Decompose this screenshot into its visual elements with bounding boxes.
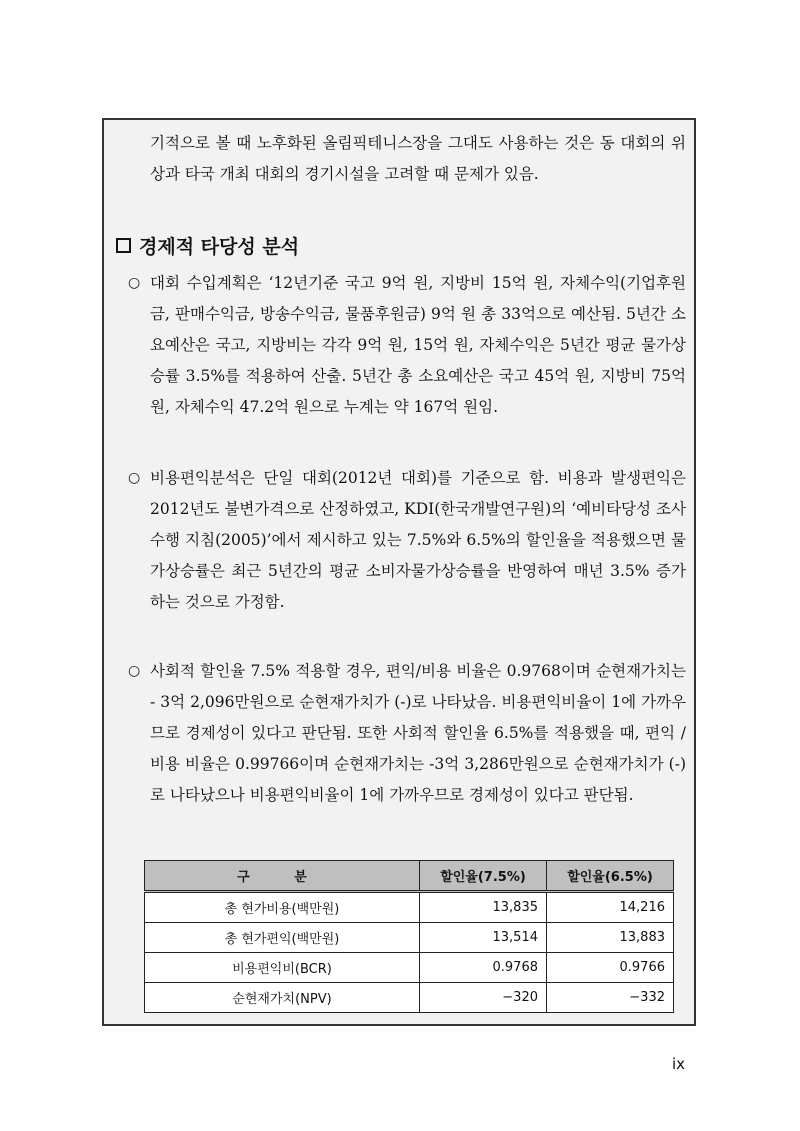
- table-header: 할인율(6.5%): [547, 861, 674, 892]
- bullet-item: [128, 268, 686, 423]
- continuation-paragraph: 기적으로 볼 때 노후화된 올림픽테니스장을 그대도 사용하는 것은 동 대회의 위상과 타국 개최 대회의 경기시설을 고려할 때 문제가 있음.: [150, 134, 686, 183]
- circle-bullet-icon: ○: [128, 275, 141, 291]
- section-title: 경제적 타당성 분석: [139, 236, 300, 258]
- bullet-text: 대회 수입계획은 ‘12년기준 국고 9억 원, 지방비 15억 원, 자체수익(기업후원금, 판매수익금, 방송수익금, 물품후원금) 9억 원 총 33억으로 예산됨. 5년간 소요예산은 국고, 지방비는 각각 9억 원, 15억 원, 자체수익은 5년간 평균 물가상승률 3.5%를 적용하여 산출. 5년간 총 소요예산은 국고 45억 원, 지방비 75억 원, 자체수익 47.2억 원으로 누계는 약 167억 원임.: [150, 274, 686, 416]
- table-row: [145, 953, 674, 983]
- table-row: [145, 923, 674, 953]
- table-cell: 0.9768: [420, 953, 547, 983]
- table-cell: −320: [420, 983, 547, 1013]
- table-row: [145, 892, 674, 923]
- bullet-text: 사회적 할인율 7.5% 적용할 경우, 편익/비용 비율은 0.9768이며 순현재가치는 - 3억 2,096만원으로 순현재가치가 (-)로 나타났음. 비용편익비율이 1에 가까우므로 경제성이 있다고 판단됨. 또한 사회적 할인율 6.5%를 적용했을 때, 편익 /비용 비율은 0.99766이며 순현재가치는 -3억 3,286만원으로 순현재가치가 (-)로 나타났으나 비용편익비율이 1에 가까우므로 경제성이 있다고 판단됨.: [150, 662, 686, 804]
- table-cell: 13,514: [420, 923, 547, 953]
- circle-bullet-icon: ○: [128, 470, 141, 486]
- table-cell: −332: [547, 983, 674, 1013]
- table-header: 할인율(7.5%): [420, 861, 547, 892]
- table-cell: 총 현가비용(백만원): [145, 892, 420, 923]
- analysis-table: [144, 860, 674, 1013]
- table-cell: 13,835: [420, 892, 547, 923]
- table-cell: 13,883: [547, 923, 674, 953]
- table-cell: 14,216: [547, 892, 674, 923]
- table-header-row: [145, 861, 674, 892]
- section-heading: [116, 232, 299, 259]
- bullet-text: 비용편익분석은 단일 대회(2012년 대회)를 기준으로 함. 비용과 발생편익은 2012년도 불변가격으로 산정하였고, KDI(한국개발연구원)의 ‘예비타당성 조사 수행 지침(2005)’에서 제시하고 있는 7.5%와 6.5%의 할인율을 적용했으면 물가상승률은 최근 5년간의 평균 소비자물가상승률을 반영하여 매년 3.5% 증가하는 것으로 가정함.: [150, 469, 686, 611]
- table-cell: 총 현가편익(백만원): [145, 923, 420, 953]
- table-cell: 0.9766: [547, 953, 674, 983]
- circle-bullet-icon: ○: [128, 663, 141, 679]
- content-box: [102, 118, 696, 1026]
- table-header: 구 분: [145, 861, 420, 892]
- table-cell: 순현재가치(NPV): [145, 983, 420, 1013]
- table-row: [145, 983, 674, 1013]
- page-number: ix: [672, 1055, 686, 1073]
- bullet-item: [128, 463, 686, 618]
- bullet-item: [128, 656, 686, 811]
- square-bullet-icon: [116, 238, 131, 253]
- table-cell: 비용편익비(BCR): [145, 953, 420, 983]
